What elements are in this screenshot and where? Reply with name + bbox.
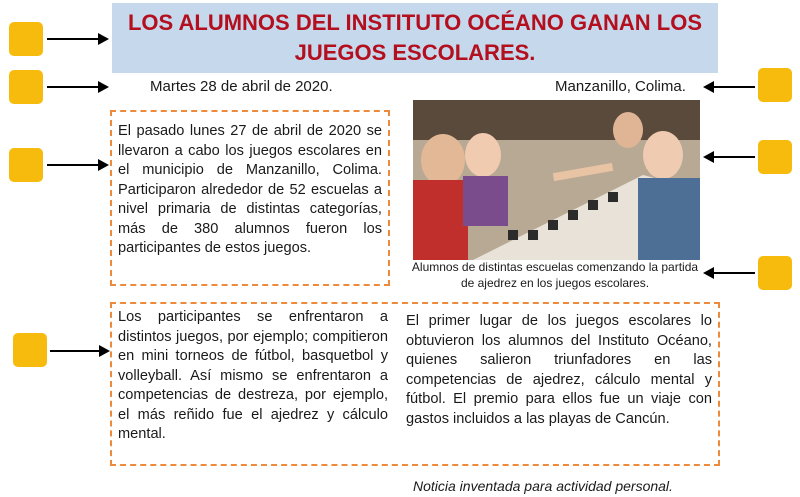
news-date: Martes 28 de abril de 2020. — [150, 78, 333, 95]
label-slot-intro[interactable] — [9, 148, 43, 182]
chess-photo-illustration — [413, 100, 700, 260]
intro-paragraph-box — [110, 110, 390, 286]
arrow-left-icon — [705, 156, 755, 158]
chess-photo — [413, 100, 700, 260]
arrow-right-icon — [47, 164, 107, 166]
label-slot-date[interactable] — [9, 70, 43, 104]
label-slot-body[interactable] — [13, 333, 47, 367]
label-slot-place[interactable] — [758, 68, 792, 102]
arrow-right-icon — [47, 86, 107, 88]
intro-paragraph: El pasado lunes 27 de abril de 2020 se llevaron a cabo los juegos escolares en el municipio de Manzanillo, Colima. Participaron alrededor de 52 escuelas a nivel primaria de distintas categorías, más de 380 alumnos fueron los participantes de estos juegos. — [118, 123, 382, 256]
arrow-right-icon — [50, 350, 108, 352]
label-slot-headline[interactable] — [9, 22, 43, 56]
news-place: Manzanillo, Colima. — [555, 78, 686, 95]
body-box — [110, 302, 720, 466]
headline-box — [112, 3, 718, 73]
label-slot-photo[interactable] — [758, 140, 792, 174]
events-paragraph: Los participantes se enfrentaron a distintos juegos, por ejemplo; compitieron en mini torneos de fútbol, basquetbol y volleyball. Así mismo se enfrentaron a competencias de destreza, por ejemplo, el más reñido fue el ajedrez y cálculo mental. — [118, 309, 388, 442]
label-slot-caption[interactable] — [758, 256, 792, 290]
arrow-left-icon — [705, 272, 755, 274]
footer-note: Noticia inventada para actividad personal. — [413, 478, 673, 494]
photo-caption: Alumnos de distintas escuelas comenzando la partida de ajedrez en los juegos escolares. — [411, 260, 699, 290]
arrow-left-icon — [705, 86, 755, 88]
arrow-right-icon — [47, 38, 107, 40]
winners-paragraph: El primer lugar de los juegos escolares lo obtuvieron los alumnos del Instituto Océano, quienes salieron triunfadores en las competencias de ajedrez, cálculo mental y fútbol. El premio para ellos fue un viaje con gastos incluidos a las playas de Cancún. — [406, 313, 712, 427]
headline: LOS ALUMNOS DEL INSTITUTO OCÉANO GANAN LOS JUEGOS ESCOLARES. — [127, 10, 703, 65]
